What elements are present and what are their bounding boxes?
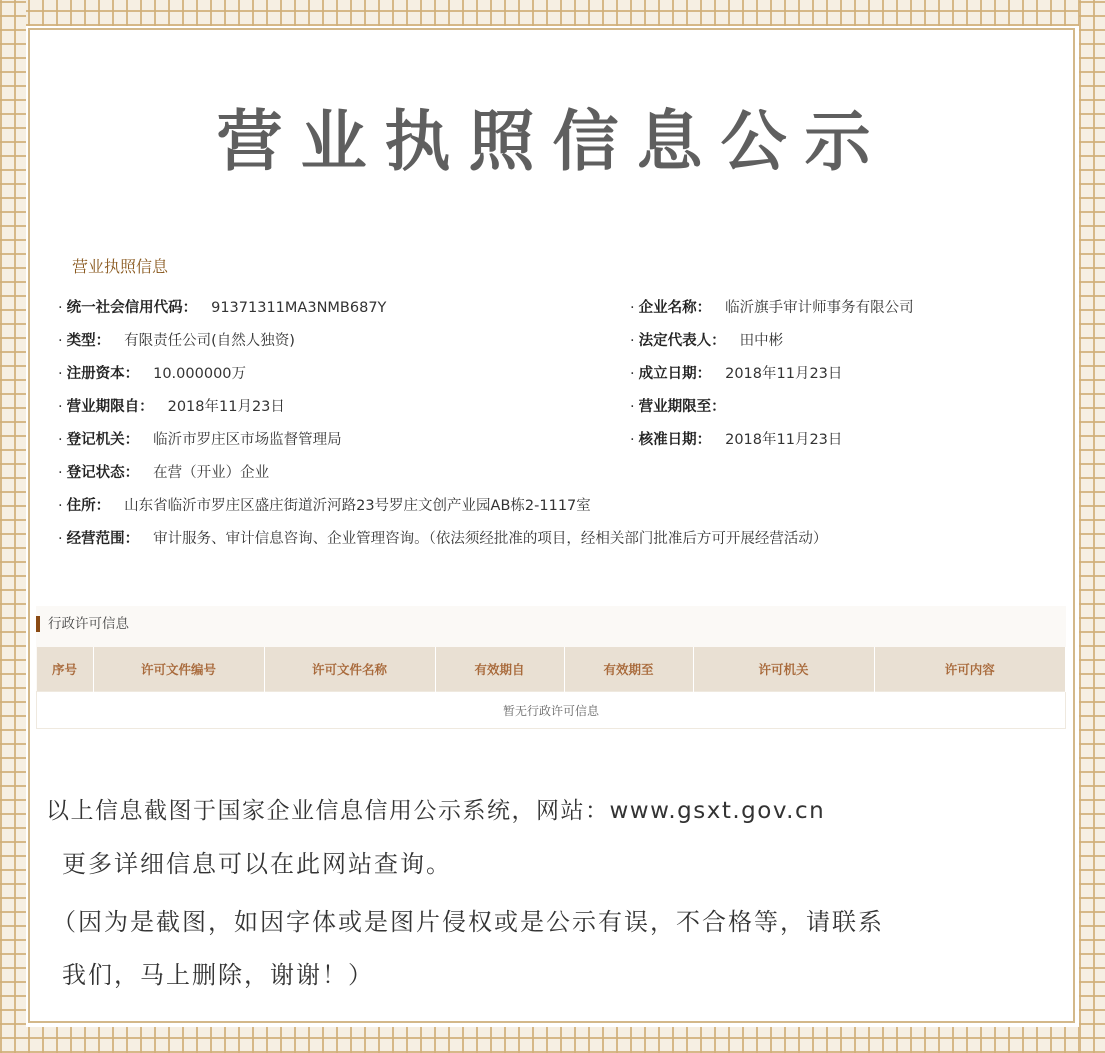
field-value: 在营（开业）企业 — [153, 465, 270, 481]
note-line: （因为是截图，如因字体或是图片侵权或是公示有误，不合格等，请联系 — [52, 908, 884, 936]
field-label: 登记机关： — [66, 432, 140, 448]
field-value: 田中彬 — [739, 333, 784, 349]
section-title: 营业执照信息 — [72, 257, 169, 276]
column-header: 许可机关 — [693, 647, 874, 692]
note-line: 我们，马上删除，谢谢！） — [62, 961, 374, 989]
field-label: 统一社会信用代码： — [66, 300, 198, 316]
field-status — [58, 461, 269, 482]
field-authority — [58, 428, 342, 449]
column-header: 许可内容 — [874, 647, 1066, 692]
field-term-to — [630, 395, 740, 416]
column-header: 有效期至 — [564, 647, 693, 692]
bullet-icon: · — [58, 366, 63, 382]
bullet-icon: · — [58, 465, 63, 481]
field-established — [630, 362, 842, 383]
field-scope — [58, 527, 827, 548]
field-company-name — [630, 296, 914, 317]
field-label: 法定代表人： — [638, 333, 726, 349]
admin-license-table — [36, 647, 1066, 729]
field-approval-date — [630, 428, 842, 449]
field-value: 临沂旗手审计师事务有限公司 — [725, 300, 914, 316]
bullet-icon: · — [630, 399, 635, 415]
field-label: 经营范围： — [66, 531, 140, 547]
field-label: 成立日期： — [638, 366, 712, 382]
field-capital — [58, 362, 246, 383]
field-label: 类型： — [66, 333, 111, 349]
bullet-icon: · — [630, 432, 635, 448]
bullet-icon: · — [630, 333, 635, 349]
decorative-border-top — [0, 0, 1105, 26]
bullet-icon: · — [58, 333, 63, 349]
field-value: 山东省临沂市罗庄区盛庄街道沂河路23号罗庄文创产业园AB栋2-1117室 — [124, 498, 591, 514]
page-title: 营业执照信息公示 — [216, 103, 889, 180]
field-value: 10.000000万 — [153, 366, 247, 382]
field-label: 登记状态： — [66, 465, 140, 481]
bullet-icon: · — [58, 531, 63, 547]
field-label: 核准日期： — [638, 432, 712, 448]
decorative-border-bottom — [0, 1027, 1105, 1053]
field-term-from — [58, 395, 285, 416]
table-row — [37, 692, 1066, 729]
field-label: 营业期限至： — [638, 399, 726, 415]
field-label: 营业期限自： — [66, 399, 154, 415]
bullet-icon: · — [630, 366, 635, 382]
note-line: 以上信息截图于国家企业信息信用公示系统，网站：www.gsxt.gov.cn — [46, 798, 826, 824]
admin-license-title: 行政许可信息 — [36, 616, 129, 632]
column-header: 有效期自 — [435, 647, 564, 692]
field-value: 有限责任公司(自然人独资) — [124, 333, 295, 349]
field-label: 注册资本： — [66, 366, 140, 382]
bullet-icon: · — [630, 300, 635, 316]
bullet-icon: · — [58, 432, 63, 448]
field-value: 审计服务、审计信息咨询、企业管理咨询。（依法须经批准的项目，经相关部门批准后方可开展经营活动） — [153, 531, 828, 547]
column-header: 许可文件编号 — [93, 647, 264, 692]
column-header: 序号 — [37, 647, 94, 692]
bullet-icon: · — [58, 498, 63, 514]
field-value: 临沂市罗庄区市场监督管理局 — [153, 432, 342, 448]
empty-table-message: 暂无行政许可信息 — [37, 692, 1066, 729]
field-value: 2018年11月23日 — [725, 366, 843, 382]
field-label: 住所： — [66, 498, 111, 514]
column-header: 许可文件名称 — [264, 647, 435, 692]
field-legal-rep — [630, 329, 783, 350]
field-label: 企业名称： — [638, 300, 712, 316]
field-value: 2018年11月23日 — [725, 432, 843, 448]
table-header-row — [37, 647, 1066, 692]
bullet-icon: · — [58, 399, 63, 415]
field-address — [58, 494, 591, 515]
note-line: 更多详细信息可以在此网站查询。 — [62, 850, 452, 878]
field-credit-code — [58, 296, 386, 317]
field-value: 2018年11月23日 — [167, 399, 285, 415]
field-value: 91371311MA3NMB687Y — [211, 300, 387, 316]
field-type — [58, 329, 295, 350]
bullet-icon: · — [58, 300, 63, 316]
